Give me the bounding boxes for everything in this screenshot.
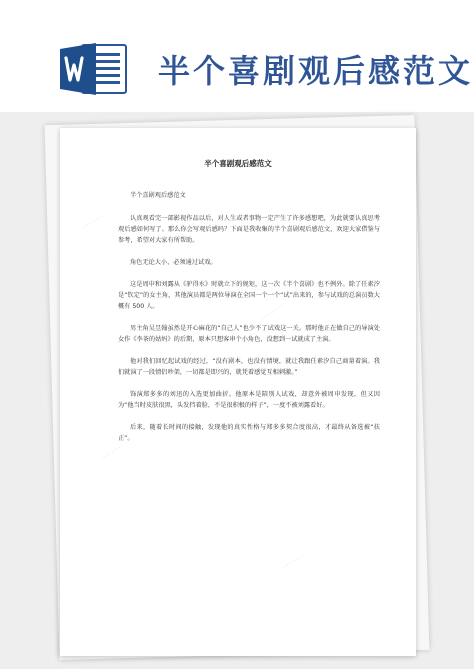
banner (0, 0, 474, 122)
document-paragraph: 他对我们回忆起试戏的经过，“没有剧本，也没有情境，就让我跟任素汐自己商量着演。我们就演了一段情侣吵架，一切都是即兴的，就凭着感觉互相刺激。” (118, 358, 380, 376)
banner-title: 半个喜剧观后感范文 (158, 52, 474, 90)
watermark-decoration: ········· (279, 551, 307, 575)
document-paragraph: 饰演郑多多的刘迅的入选更加曲折。他原本是陪别人试戏，却意外被周申发现，但又因为“他当时皮肤很黑，头发挡着脸，不是很积极的样子”，一度不被刘露看好。 (118, 391, 380, 409)
watermark-decoration: ········· (99, 441, 127, 465)
document-paragraph: 后来，随着长时间的接触，发现他的真实性格与郑多多契合度很高，才最终从备选被“扶正”。 (118, 424, 380, 442)
microsoft-word-logo-icon (60, 41, 128, 97)
document-paragraph: 男主角吴昱翰虽然是开心麻花的“自己人”也少不了试戏这一关。那时他正在做自己的导演处女作《李茶的姑妈》的后期，原本只想客串个小角色，没想到一试就成了主演。 (118, 325, 380, 343)
document-paragraph: 认真观看完一部影视作品以后，对人生或者事物一定产生了许多感想吧，为此就要认真思考观后感如何写了。那么你会写观后感吗？下面是我收集的半个喜剧观后感范文，欢迎大家借鉴与参考，希望对大家有所帮助。 (118, 215, 380, 244)
document-title: 半个喜剧观后感范文 (204, 159, 272, 168)
document-paragraph: 这是周申和刘露从《驴得水》时就立下的规矩，这一次《半个喜剧》也不例外。除了任素汐是“钦定”的女主角，其他演员都是两位导演在全国一个一个“试”出来的，参与试戏的总演员数大概有 500 人。 (118, 281, 380, 310)
document-page (60, 128, 416, 656)
watermark-decoration: ········· (79, 211, 107, 235)
watermark-decoration: ········· (259, 301, 287, 325)
document-paragraph: 半个喜剧观后感范文 (130, 192, 186, 199)
document-body (118, 190, 380, 455)
document-paragraph: 角色无论大小，必须通过试戏。 (130, 259, 217, 266)
